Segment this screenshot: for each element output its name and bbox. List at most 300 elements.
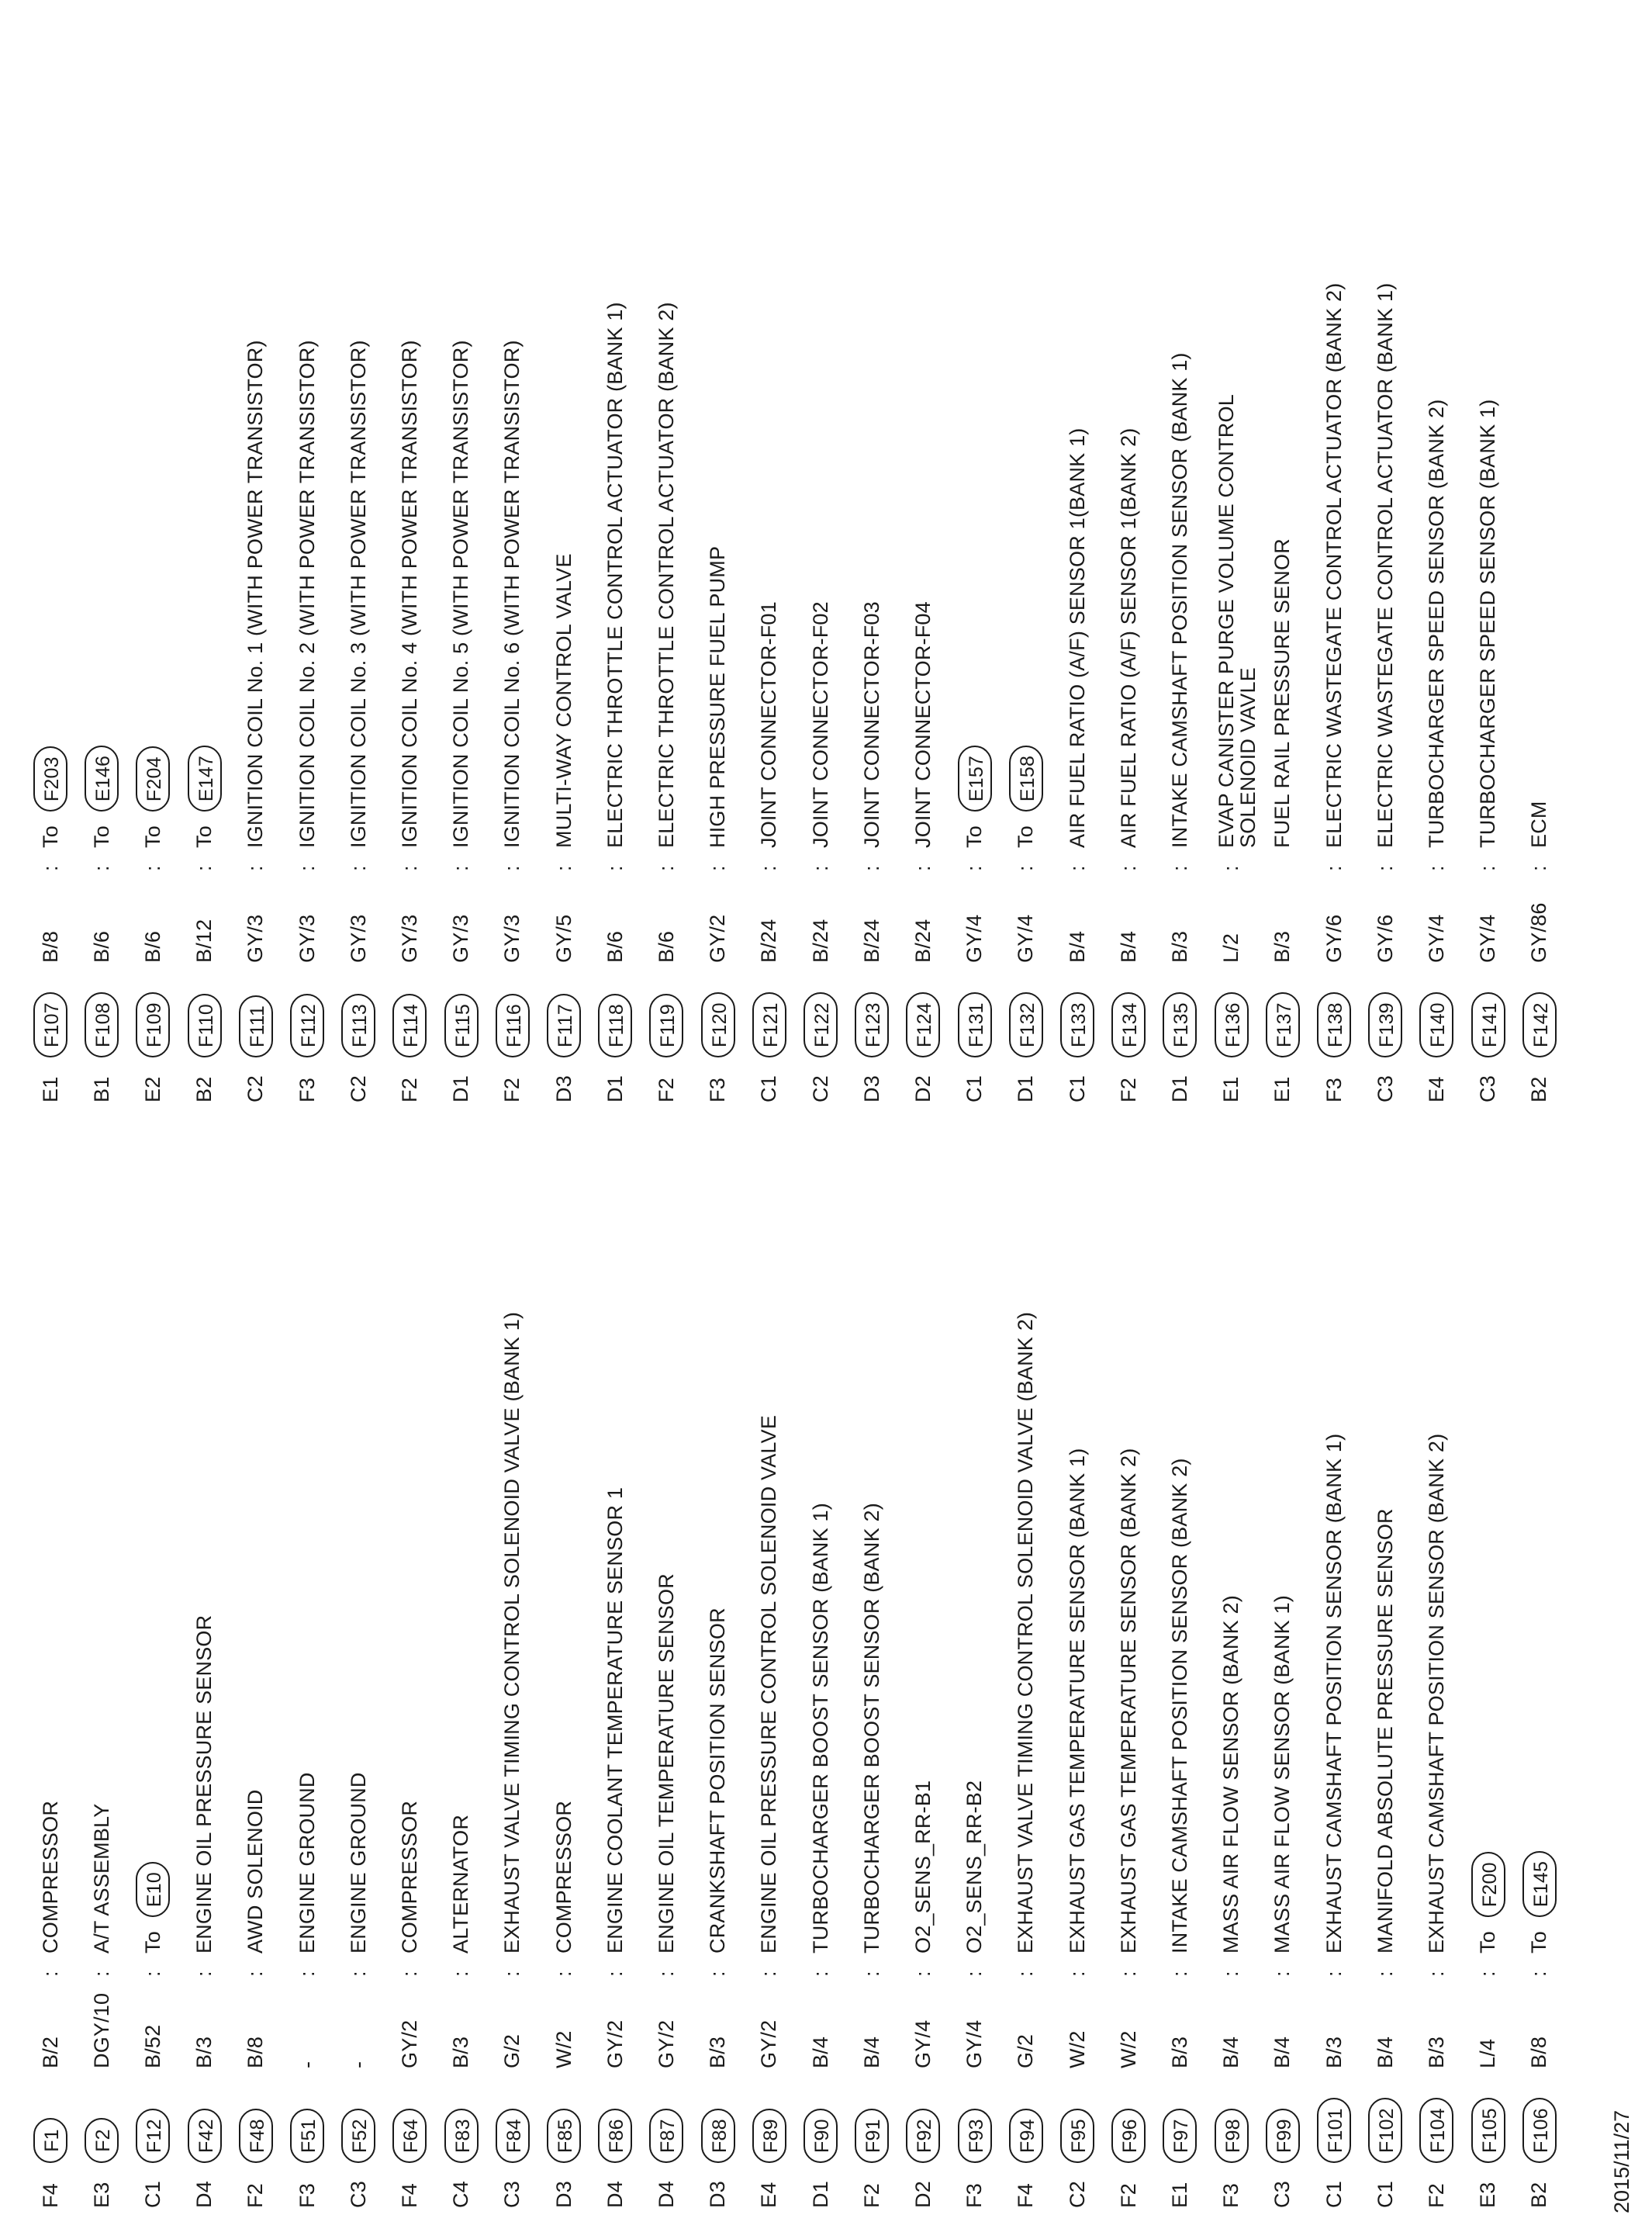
separator-colon: : — [140, 1971, 164, 1977]
grid-reference: B2 — [192, 1076, 216, 1102]
separator-colon: : — [1065, 1971, 1089, 1977]
connector-color-pins: GY/5 — [551, 914, 575, 963]
grid-reference: F2 — [859, 2183, 883, 2208]
separator-colon: : — [1527, 1971, 1551, 1977]
grid-reference: D3 — [706, 2181, 730, 2208]
grid-reference: C3 — [500, 2181, 524, 2208]
connector-row — [1411, 1434, 1462, 2208]
separator-colon: : — [89, 865, 113, 871]
grid-reference: E3 — [1476, 2182, 1500, 2208]
connector-description: O2_SENS_RR-B1 — [911, 1780, 935, 1954]
separator-colon: : — [1322, 865, 1346, 871]
connector-row — [1103, 428, 1154, 1102]
connector-color-pins: GY/4 — [1476, 914, 1500, 963]
connector-row — [949, 1780, 1001, 2208]
connector-row — [436, 340, 487, 1102]
connector-description: To — [192, 825, 216, 848]
connector-description: EXHAUST GAS TEMPERATURE SENSOR (BANK 1) — [1065, 1448, 1089, 1954]
connector-color-pins: G/2 — [500, 2033, 524, 2068]
separator-colon: : — [963, 1971, 987, 1977]
connector-row — [1514, 1851, 1565, 2208]
connector-number-badge: F1 — [33, 2118, 67, 2163]
connector-number-badge: F141 — [1471, 992, 1505, 1057]
connector-number-badge: F12 — [136, 2109, 170, 2163]
connector-number-badge: F122 — [804, 992, 838, 1057]
connector-description: To — [1527, 1931, 1551, 1954]
connector-description: JOINT CONNECTOR-F04 — [911, 601, 935, 848]
connector-description: To — [963, 825, 987, 848]
connector-number-badge: F123 — [855, 992, 889, 1057]
connector-row — [1463, 400, 1514, 1102]
connector-number-badge: F139 — [1368, 992, 1402, 1057]
connector-row — [1308, 283, 1360, 1102]
connector-row — [1257, 1595, 1308, 2208]
mating-connector-badge: F203 — [33, 746, 67, 812]
separator-colon: : — [808, 1971, 832, 1977]
grid-reference: F4 — [1014, 2183, 1038, 2208]
separator-colon: : — [757, 865, 781, 871]
grid-reference: C2 — [1065, 2181, 1089, 2208]
separator-colon: : — [1424, 1971, 1448, 1977]
grid-reference: D1 — [449, 1075, 473, 1102]
connector-description: MASS AIR FLOW SENSOR (BANK 1) — [1270, 1595, 1294, 1954]
connector-color-pins: GY/4 — [1014, 914, 1038, 963]
separator-colon: : — [706, 1971, 730, 1977]
grid-reference: B2 — [1527, 2182, 1551, 2208]
separator-colon: : — [1373, 1971, 1397, 1977]
connector-color-pins: GY/2 — [397, 2019, 421, 2068]
connector-row — [230, 1790, 282, 2208]
grid-reference: C1 — [963, 1075, 987, 1102]
connector-description: MASS AIR FLOW SENSOR (BANK 2) — [1219, 1595, 1243, 1954]
connector-number-badge: F94 — [1009, 2109, 1043, 2163]
connector-color-pins: GY/3 — [346, 914, 370, 963]
connector-color-pins: B/8 — [1527, 2036, 1551, 2068]
connector-description: To — [38, 825, 62, 848]
connector-description: ELECTRIC WASTEGATE CONTROL ACTUATOR (BANK 2) — [1322, 282, 1346, 848]
grid-reference: D4 — [603, 2181, 627, 2208]
mating-connector-badge: E157 — [958, 746, 992, 812]
connector-color-pins: B/12 — [192, 919, 216, 963]
connector-description: EXHAUST GAS TEMPERATURE SENSOR (BANK 2) — [1116, 1448, 1140, 1954]
connector-color-pins: B/6 — [654, 930, 678, 963]
connector-number-badge: F138 — [1317, 992, 1351, 1057]
separator-colon: : — [1476, 865, 1500, 871]
connector-row — [846, 601, 897, 1102]
connector-color-pins: B/4 — [1065, 930, 1089, 963]
connector-number-badge: F104 — [1419, 2098, 1453, 2163]
connector-number-badge: F102 — [1368, 2098, 1402, 2163]
grid-reference: C1 — [1373, 2181, 1397, 2208]
connector-row — [333, 1772, 384, 2208]
separator-colon: : — [1014, 1971, 1038, 1977]
separator-colon: : — [346, 865, 370, 871]
connector-description: ENGINE GROUND — [295, 1772, 319, 1954]
separator-colon: : — [1219, 1971, 1243, 1977]
separator-colon: : — [1476, 1971, 1500, 1977]
connector-number-badge: F51 — [290, 2109, 324, 2163]
connector-number-badge: F93 — [958, 2109, 992, 2163]
separator-colon: : — [1527, 865, 1551, 871]
connector-color-pins: GY/6 — [1373, 914, 1397, 963]
connector-color-pins: B/3 — [1167, 2036, 1191, 2068]
separator-colon: : — [706, 865, 730, 871]
grid-reference: C3 — [1373, 1075, 1397, 1102]
grid-reference: D2 — [911, 1075, 935, 1102]
connector-number-badge: F136 — [1215, 992, 1249, 1057]
connector-description: IGNITION COIL No. 1 (WITH POWER TRANSISTOR) — [244, 340, 268, 848]
connector-number-badge: F135 — [1163, 992, 1197, 1057]
connector-number-badge: F120 — [701, 992, 735, 1057]
connector-description: INTAKE CAMSHAFT POSITION SENSOR (BANK 1) — [1167, 352, 1191, 848]
connector-description: TURBOCHARGER SPEED SENSOR (BANK 1) — [1476, 399, 1500, 848]
connector-color-pins: W/2 — [1065, 2030, 1089, 2068]
connector-color-pins: B/6 — [603, 930, 627, 963]
connector-description: COMPRESSOR — [397, 1800, 421, 1954]
connector-number-badge: F84 — [496, 2109, 530, 2163]
connector-color-pins: GY/4 — [963, 914, 987, 963]
connector-color-pins: GY/3 — [449, 914, 473, 963]
connector-description: To — [89, 825, 113, 848]
connector-row — [1001, 1312, 1052, 2208]
connector-number-badge: F89 — [752, 2109, 786, 2163]
grid-reference: C3 — [1476, 1075, 1500, 1102]
connector-row — [1001, 746, 1052, 1102]
separator-colon: : — [192, 865, 216, 871]
connector-description: To — [140, 825, 164, 848]
connector-number-badge: F95 — [1060, 2109, 1094, 2163]
connector-row — [487, 1312, 538, 2208]
connector-row — [897, 601, 949, 1102]
connector-description: AIR FUEL RATIO (A/F) SENSOR 1(BANK 1) — [1065, 427, 1089, 848]
connector-color-pins: B/3 — [192, 2036, 216, 2068]
connector-row — [25, 1801, 76, 2208]
connector-number-badge: F107 — [33, 992, 67, 1057]
connector-row — [1206, 394, 1260, 1102]
connector-color-pins: GY/3 — [397, 914, 421, 963]
connector-color-pins: DGY/10 — [89, 1992, 113, 2068]
connector-color-pins: B/8 — [38, 930, 62, 963]
connector-description: COMPRESSOR — [38, 1800, 62, 1954]
connector-number-badge: F101 — [1317, 2098, 1351, 2163]
connector-description: MULTI-WAY CONTROL VALVE — [551, 553, 575, 848]
connector-number-badge: F140 — [1419, 992, 1453, 1057]
separator-colon: : — [1065, 865, 1089, 871]
connector-color-pins: G/2 — [1014, 2033, 1038, 2068]
connector-description: MANIFOLD ABSOLUTE PRESSURE SENSOR — [1373, 1508, 1397, 1954]
grid-reference: D4 — [654, 2181, 678, 2208]
grid-reference: D3 — [551, 1075, 575, 1102]
grid-reference: F3 — [963, 2183, 987, 2208]
connector-row — [641, 302, 692, 1102]
connector-row — [693, 546, 744, 1102]
grid-reference: F2 — [1116, 2183, 1140, 2208]
grid-reference: D2 — [911, 2181, 935, 2208]
connector-color-pins: L/2 — [1219, 933, 1243, 963]
connector-number-badge: F121 — [752, 992, 786, 1057]
connector-row — [744, 601, 795, 1102]
connector-color-pins: - — [295, 2061, 319, 2068]
separator-colon: : — [757, 1971, 781, 1977]
separator-colon: : — [140, 865, 164, 871]
connector-description: INTAKE CAMSHAFT POSITION SENSOR (BANK 2) — [1167, 1458, 1191, 1954]
separator-colon: : — [295, 1971, 319, 1977]
connector-description: EVAP CANISTER PURGE VOLUME CONTROL — [1214, 394, 1238, 848]
connector-number-badge: F113 — [341, 994, 375, 1057]
connector-description: TURBOCHARGER SPEED SENSOR (BANK 2) — [1424, 399, 1448, 848]
separator-colon: : — [911, 1971, 935, 1977]
connector-number-badge: F131 — [958, 992, 992, 1057]
connector-description: ENGINE OIL PRESSURE CONTROL SOLENOID VALVE — [757, 1414, 781, 1954]
grid-reference: C1 — [757, 1075, 781, 1102]
connector-row — [1103, 1448, 1154, 2208]
mating-connector-badge: F200 — [1471, 1852, 1505, 1917]
connector-color-pins: B/24 — [757, 919, 781, 963]
connector-color-pins: B/24 — [859, 919, 883, 963]
separator-colon: : — [346, 1971, 370, 1977]
separator-colon: : — [500, 1971, 524, 1977]
connector-row — [1154, 352, 1205, 1102]
connector-number-badge: F92 — [906, 2109, 940, 2163]
grid-reference: E1 — [1270, 1076, 1294, 1102]
grid-reference: D1 — [603, 1075, 627, 1102]
separator-colon: : — [244, 865, 268, 871]
mating-connector-badge: E145 — [1522, 1851, 1557, 1917]
connector-description: AIR FUEL RATIO (A/F) SENSOR 1(BANK 2) — [1116, 427, 1140, 848]
connector-row — [179, 1615, 230, 2208]
connector-color-pins: L/4 — [1476, 2038, 1500, 2068]
separator-colon: : — [192, 1971, 216, 1977]
connector-row — [1052, 428, 1103, 1102]
connector-color-pins: B/24 — [808, 919, 832, 963]
connector-row — [127, 746, 178, 1102]
connector-color-pins: W/2 — [551, 2030, 575, 2068]
connector-number-badge: F2 — [85, 2118, 119, 2163]
connector-row — [436, 1815, 487, 2208]
grid-reference: D3 — [551, 2181, 575, 2208]
connector-color-pins: GY/3 — [500, 914, 524, 963]
grid-reference: C3 — [346, 2181, 370, 2208]
connector-number-badge: F111 — [239, 995, 273, 1057]
connector-row — [1308, 1434, 1360, 2208]
connector-number-badge: F96 — [1111, 2109, 1146, 2163]
connector-color-pins: B/4 — [1219, 2036, 1243, 2068]
connector-description: ENGINE OIL TEMPERATURE SENSOR — [654, 1573, 678, 1954]
connector-color-pins: B/3 — [1270, 930, 1294, 963]
connector-color-pins: B/3 — [706, 2036, 730, 2068]
connector-color-pins: B/4 — [1270, 2036, 1294, 2068]
separator-colon: : — [397, 865, 421, 871]
separator-colon: : — [38, 1971, 62, 1977]
connector-row — [1052, 1448, 1103, 2208]
connector-color-pins: B/3 — [449, 2036, 473, 2068]
connector-description: IGNITION COIL No. 6 (WITH POWER TRANSISTOR) — [500, 340, 524, 848]
connector-number-badge: F115 — [444, 994, 479, 1057]
grid-reference: C1 — [1322, 2181, 1346, 2208]
separator-colon: : — [449, 865, 473, 871]
connector-number-badge: F137 — [1266, 992, 1300, 1057]
grid-reference: D3 — [859, 1075, 883, 1102]
connector-color-pins: GY/6 — [1322, 914, 1346, 963]
connector-description: AWD SOLENOID — [244, 1789, 268, 1954]
grid-reference: F3 — [1322, 1078, 1346, 1102]
separator-colon: : — [1167, 1971, 1191, 1977]
grid-reference: B1 — [89, 1076, 113, 1102]
grid-reference: F2 — [1116, 1078, 1140, 1102]
grid-reference: B2 — [1527, 1076, 1551, 1102]
grid-reference: E1 — [1167, 2182, 1191, 2208]
connector-number-badge: F133 — [1060, 992, 1094, 1057]
connector-description: TURBOCHARGER BOOST SENSOR (BANK 1) — [808, 1503, 832, 1954]
separator-colon: : — [295, 865, 319, 871]
connector-row — [76, 746, 127, 1102]
connector-row — [487, 340, 538, 1102]
connector-color-pins: W/2 — [1116, 2030, 1140, 2068]
connector-color-pins: B/6 — [89, 930, 113, 963]
connector-number-badge: F106 — [1522, 2098, 1557, 2163]
connector-number-badge: F42 — [188, 2109, 222, 2163]
connector-color-pins: GY/2 — [706, 914, 730, 963]
connector-row — [744, 1415, 795, 2208]
grid-reference: C2 — [346, 1075, 370, 1102]
connector-row — [795, 1503, 846, 2208]
grid-reference: F4 — [397, 2183, 421, 2208]
grid-reference: F3 — [295, 2183, 319, 2208]
separator-colon: : — [244, 1971, 268, 1977]
connector-description: JOINT CONNECTOR-F02 — [808, 601, 832, 848]
grid-reference: D1 — [1167, 1075, 1191, 1102]
connector-row — [589, 1487, 641, 2208]
connector-row — [282, 1772, 333, 2208]
connector-number-badge: F116 — [496, 994, 530, 1057]
connector-number-badge: F124 — [906, 992, 940, 1057]
grid-reference: C4 — [449, 2181, 473, 2208]
connector-number-badge: F114 — [392, 994, 427, 1057]
connector-color-pins: B/3 — [1322, 2036, 1346, 2068]
connector-number-badge: F97 — [1163, 2109, 1197, 2163]
connector-number-badge: F117 — [547, 994, 581, 1057]
separator-colon: : — [603, 865, 627, 871]
separator-colon: : — [89, 1971, 113, 1977]
connector-color-pins: GY/2 — [603, 2019, 627, 2068]
grid-reference: E3 — [89, 2182, 113, 2208]
connector-color-pins: B/4 — [808, 2036, 832, 2068]
connector-number-badge: F48 — [239, 2109, 273, 2163]
grid-reference: D4 — [192, 2181, 216, 2208]
grid-reference: C2 — [808, 1075, 832, 1102]
connector-row — [693, 1607, 744, 2208]
connector-description: O2_SENS_RR-B2 — [963, 1780, 987, 1954]
separator-colon: : — [1167, 865, 1191, 871]
separator-colon: : — [1424, 865, 1448, 871]
connector-row — [1206, 1595, 1257, 2208]
connector-color-pins: GY/4 — [911, 2019, 935, 2068]
connector-number-badge: F105 — [1471, 2098, 1505, 2163]
connector-number-badge: F83 — [444, 2109, 479, 2163]
connector-description: EXHAUST CAMSHAFT POSITION SENSOR (BANK 2) — [1424, 1433, 1448, 1954]
connector-color-pins: GY/2 — [654, 2019, 678, 2068]
grid-reference: E4 — [757, 2182, 781, 2208]
connector-number-badge: F88 — [701, 2109, 735, 2163]
separator-colon: : — [1373, 865, 1397, 871]
connector-color-pins: B/2 — [38, 2036, 62, 2068]
connector-color-pins: GY/3 — [295, 914, 319, 963]
connector-row — [25, 746, 76, 1102]
separator-colon: : — [808, 865, 832, 871]
connector-description: To — [1476, 1931, 1500, 1954]
connector-row — [1514, 801, 1565, 1102]
grid-reference: F2 — [244, 2183, 268, 2208]
connector-description: TURBOCHARGER BOOST SENSOR (BANK 2) — [859, 1503, 883, 1954]
separator-colon: : — [911, 865, 935, 871]
connector-description: EXHAUST VALVE TIMING CONTROL SOLENOID VALVE (BANK 1) — [500, 1311, 524, 1954]
connector-color-pins: GY/3 — [244, 914, 268, 963]
connector-number-badge: F112 — [290, 994, 324, 1057]
connector-number-badge: F142 — [1522, 992, 1557, 1057]
connector-description: ELECTRIC WASTEGATE CONTROL ACTUATOR (BANK 1) — [1373, 282, 1397, 848]
separator-colon: : — [1116, 1971, 1140, 1977]
connector-color-pins: GY/86 — [1527, 902, 1551, 963]
connector-number-badge: F99 — [1266, 2109, 1300, 2163]
separator-colon: : — [654, 865, 678, 871]
connector-number-badge: F98 — [1215, 2109, 1249, 2163]
connector-color-pins: GY/2 — [757, 2019, 781, 2068]
connector-row — [949, 746, 1001, 1102]
grid-reference: D1 — [808, 2181, 832, 2208]
connector-row — [1360, 1508, 1411, 2208]
grid-reference: E1 — [38, 1076, 62, 1102]
connector-row — [1154, 1458, 1205, 2208]
separator-colon: : — [500, 865, 524, 871]
connector-row — [230, 340, 282, 1102]
connector-description: To — [1014, 825, 1038, 848]
connector-number-badge: F64 — [392, 2109, 427, 2163]
separator-colon: : — [654, 1971, 678, 1977]
separator-colon: : — [1014, 865, 1038, 871]
separator-colon: : — [1270, 1971, 1294, 1977]
separator-colon: : — [551, 865, 575, 871]
separator-colon: : — [1116, 865, 1140, 871]
mating-connector-badge: E10 — [136, 1862, 170, 1917]
grid-reference: E4 — [1424, 1076, 1448, 1102]
grid-reference: C3 — [1270, 2181, 1294, 2208]
connector-row — [282, 340, 333, 1102]
connector-description: FUEL RAIL PRESSURE SENOR — [1270, 538, 1294, 848]
connector-description: ENGINE GROUND — [346, 1772, 370, 1954]
connector-description: IGNITION COIL No. 4 (WITH POWER TRANSISTOR) — [397, 340, 421, 848]
connector-color-pins: B/3 — [1167, 930, 1191, 963]
connector-row — [384, 1801, 435, 2208]
connector-number-badge: F132 — [1009, 992, 1043, 1057]
connector-number-badge: F134 — [1111, 992, 1146, 1057]
connector-description: A/T ASSEMBLY — [89, 1803, 113, 1954]
connector-row — [538, 553, 589, 1102]
grid-reference: F3 — [295, 1078, 319, 1102]
connector-description: ECM — [1527, 801, 1551, 848]
separator-colon: : — [1322, 1971, 1346, 1977]
connector-row — [538, 1801, 589, 2208]
grid-reference: E1 — [1219, 1076, 1243, 1102]
connector-row — [846, 1503, 897, 2208]
connector-number-badge: F87 — [649, 2109, 683, 2163]
connector-row — [589, 302, 641, 1102]
connector-row — [127, 1862, 178, 2208]
separator-colon: : — [1219, 865, 1243, 871]
connector-description: COMPRESSOR — [551, 1800, 575, 1954]
grid-reference: D1 — [1014, 1075, 1038, 1102]
connector-row — [1463, 1852, 1514, 2208]
connector-color-pins: B/3 — [1424, 2036, 1448, 2068]
